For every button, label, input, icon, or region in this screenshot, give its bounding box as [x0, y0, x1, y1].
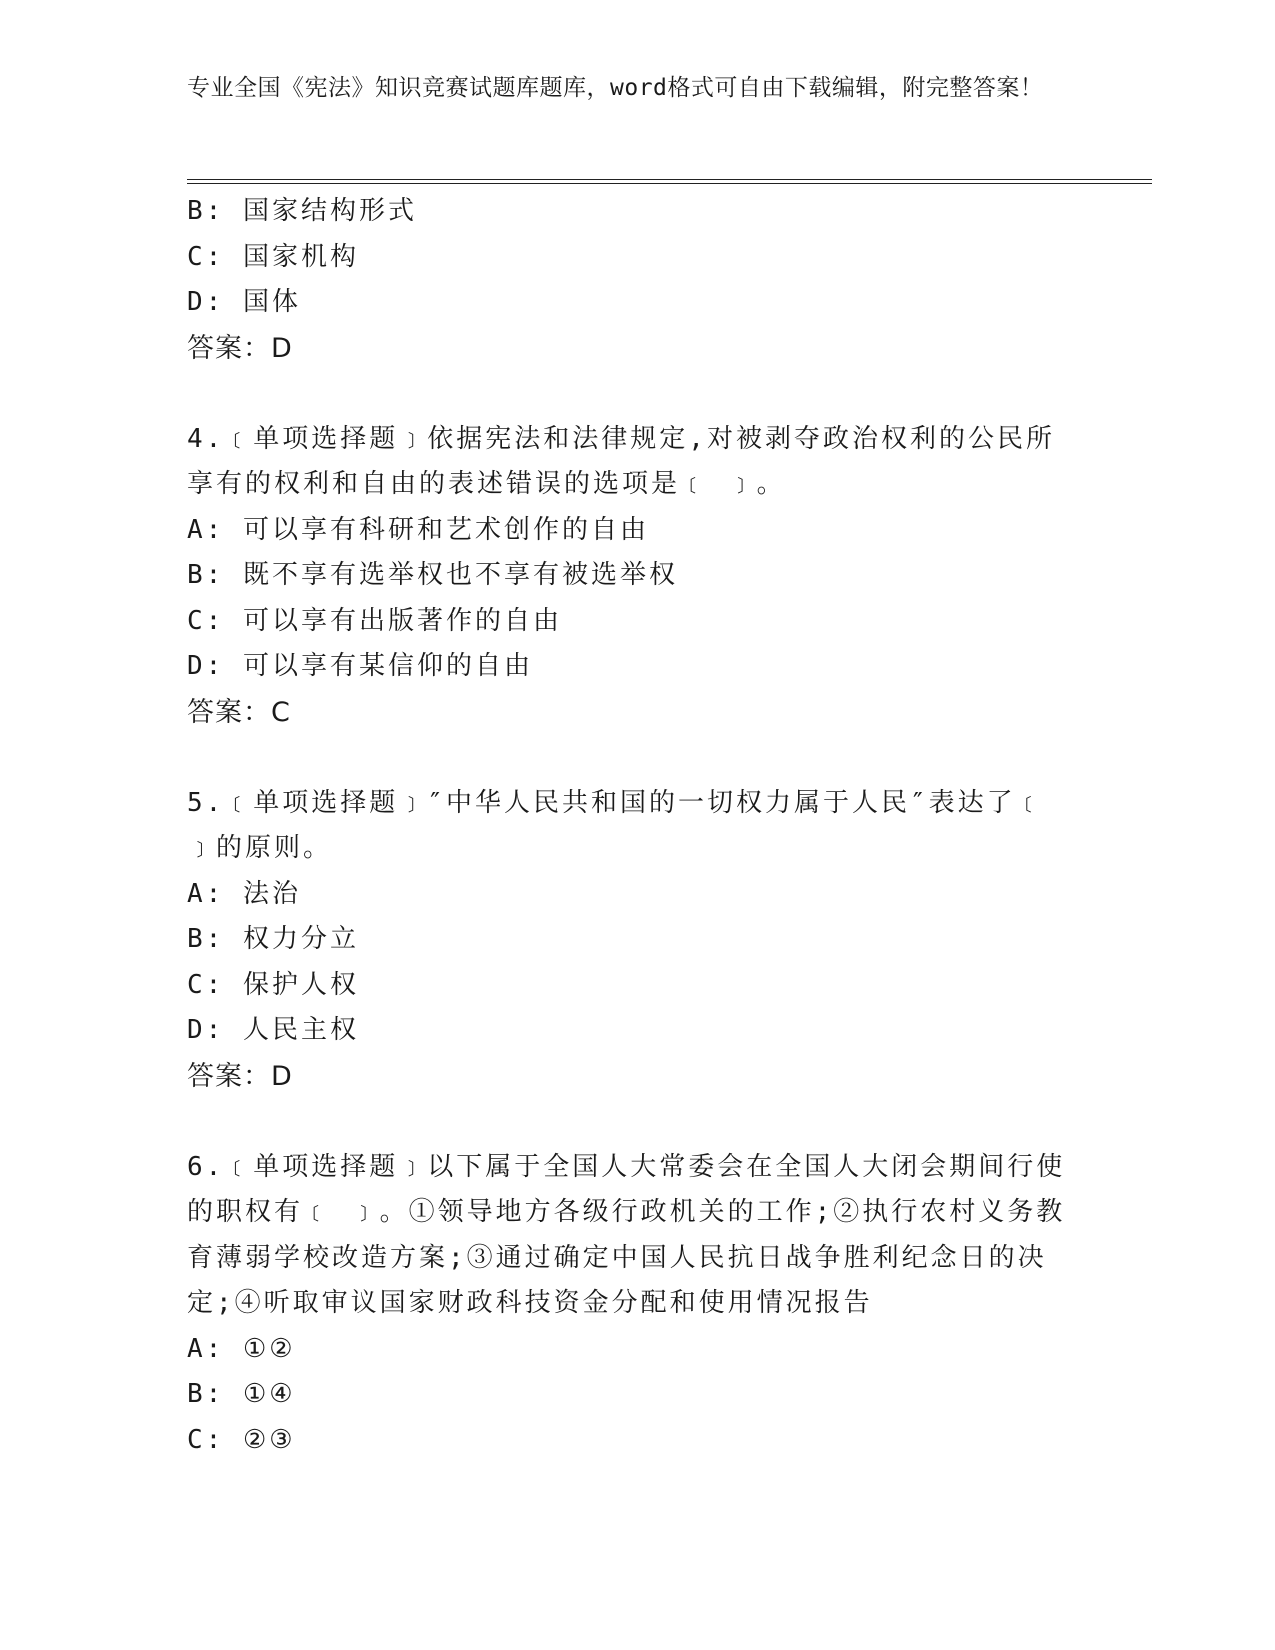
spacer: [187, 735, 1067, 781]
option-text: 保护人权: [242, 969, 359, 1000]
answer-line: 答案：D: [187, 1060, 293, 1092]
option-label: B:: [187, 196, 225, 226]
option-label: C:: [187, 969, 225, 1000]
spacer: [187, 1099, 1067, 1145]
spacer: [187, 371, 1067, 417]
option-text: ①②: [242, 1333, 296, 1364]
option-label: A:: [187, 514, 225, 545]
option-c: [187, 235, 1067, 281]
option-text: 可以享有某信仰的自由: [242, 651, 533, 681]
option-text: 既不享有选举权也不享有被选举权: [242, 560, 678, 590]
option-c: [187, 1418, 1067, 1464]
option-text: 国家结构形式: [242, 196, 417, 226]
option-text: ②③: [242, 1424, 296, 1455]
question-5-text: 5.﹝单项选择题﹞″中华人民共和国的一切权力属于人民″表达了﹝ ﹞的原则。: [187, 787, 1045, 863]
option-label: A:: [187, 878, 225, 909]
option-label: B:: [187, 560, 225, 590]
option-text: 可以享有科研和艺术创作的自由: [242, 514, 649, 545]
option-b: [187, 189, 1067, 235]
option-label: B:: [187, 924, 225, 954]
option-c: [187, 963, 1067, 1009]
question-4-text: 4.﹝单项选择题﹞依据宪法和法律规定,对被剥夺政治权利的公民所享有的权利和自由的表述错误的选项是﹝ ﹞。: [187, 423, 1055, 499]
option-text: 国体: [242, 287, 301, 317]
option-text: ①④: [242, 1379, 296, 1409]
option-label: C:: [187, 605, 225, 636]
option-label: C:: [187, 1424, 225, 1455]
option-label: D:: [187, 651, 225, 681]
header-rule-top: [187, 179, 1152, 180]
page-header: 专业全国《宪法》知识竞赛试题库题库，word格式可自由下载编辑，附完整答案！: [187, 75, 1044, 101]
option-label: B:: [187, 1379, 225, 1409]
answer-line: 答案：D: [187, 332, 293, 364]
document-body: [187, 189, 1067, 1463]
option-text: 国家机构: [242, 241, 359, 272]
option-label: A:: [187, 1333, 225, 1364]
option-b: [187, 1372, 1067, 1418]
option-a: [187, 872, 1067, 918]
option-text: 权力分立: [242, 924, 359, 954]
option-text: 人民主权: [242, 1015, 359, 1045]
option-d: [187, 280, 1067, 326]
option-text: 法治: [242, 878, 301, 909]
option-a: [187, 508, 1067, 554]
header-rule-bottom: [187, 183, 1152, 184]
option-text: 可以享有出版著作的自由: [242, 605, 562, 636]
answer-line: 答案：C: [187, 696, 291, 728]
option-b: [187, 553, 1067, 599]
option-label: C:: [187, 241, 225, 272]
option-label: D:: [187, 287, 225, 317]
option-d: [187, 1008, 1067, 1054]
option-label: D:: [187, 1015, 225, 1045]
question-6-text: 6.﹝单项选择题﹞以下属于全国人大常委会在全国人大闭会期间行使的职权有﹝ ﹞。①领导地方各级行政机关的工作;②执行农村义务教育薄弱学校改造方案;③通过确定中国人民抗日战争胜利纪念日的决定;④听取审议国家财政科技资金分配和使用情况报告: [187, 1151, 1066, 1318]
option-c: [187, 599, 1067, 645]
option-a: [187, 1327, 1067, 1373]
option-d: [187, 644, 1067, 690]
option-b: [187, 917, 1067, 963]
